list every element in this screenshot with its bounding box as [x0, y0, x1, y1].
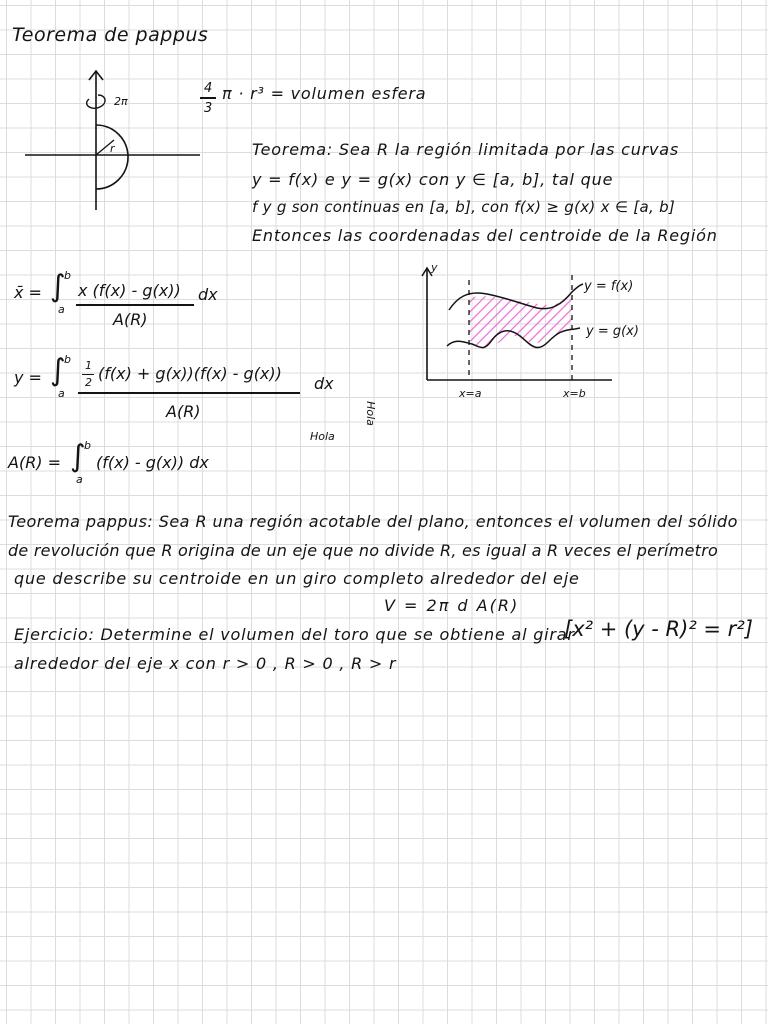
- pappus-line-1: Teorema pappus: Sea R una región acotable del plano, entonces el volumen del sólido: [8, 512, 738, 531]
- hola-scribble-1: Hola: [310, 430, 335, 443]
- xbar-fraction-bar: [76, 304, 194, 306]
- sphere-sketch: [22, 65, 222, 215]
- ybar-fraction-bar: [78, 392, 300, 394]
- graph-g-label: y = g(x): [586, 324, 639, 339]
- theorem-line-1: Teorema: Sea R la región limitada por las curvas: [252, 140, 680, 159]
- sphere-frac-bar: [200, 97, 216, 99]
- ybar-lhs: y =: [14, 368, 42, 387]
- rotation-label: 2π: [114, 95, 128, 108]
- hola-scribble-2: Hola: [363, 401, 377, 426]
- exercise-line-1: Ejercicio: Determine el volumen del toro que se obtiene al girar: [14, 625, 575, 644]
- page-title: Teorema de pappus: [12, 24, 209, 46]
- area-lower-limit: a: [76, 473, 83, 486]
- xbar-upper-limit: b: [64, 269, 71, 282]
- pappus-line-3: que describe su centroide en un giro completo alrededor del eje: [14, 569, 580, 588]
- ybar-upper-limit: b: [64, 353, 71, 366]
- pappus-formula: V = 2π d A(R): [384, 596, 520, 615]
- xbar-numerator: x (f(x) - g(x)): [78, 281, 181, 300]
- exercise-line-2: alrededor del eje x con r > 0 , R > 0 , R > r: [14, 654, 397, 673]
- sphere-frac-num: 4: [204, 81, 213, 96]
- sphere-frac-den: 3: [204, 101, 213, 116]
- sphere-volume-formula: π · r³ = volumen esfera: [222, 84, 427, 103]
- theorem-line-3: f y g son continuas en [a, b], con f(x) ≥ g(x) x ∈ [a, b]: [252, 198, 676, 216]
- area-lhs: A(R) =: [8, 453, 62, 472]
- graph-a-label: x=a: [459, 387, 482, 400]
- region-graph: [412, 260, 712, 420]
- theorem-line-2: y = f(x) e y = g(x) con y ∈ [a, b], tal que: [252, 170, 614, 189]
- xbar-lhs: x̄ =: [14, 283, 42, 302]
- ybar-dx: dx: [314, 374, 334, 393]
- exercise-equation: [x² + (y - R)² = r²]: [564, 617, 753, 641]
- radius-label: r: [110, 142, 115, 155]
- graph-f-label: y = f(x): [584, 279, 634, 294]
- ybar-half-denominator: 2: [85, 376, 92, 389]
- ybar-denominator: A(R): [166, 402, 201, 421]
- area-integrand: (f(x) - g(x)) dx: [96, 453, 209, 472]
- xbar-integral-sign: ∫: [50, 269, 66, 304]
- graph-b-label: x=b: [563, 387, 586, 400]
- xbar-lower-limit: a: [58, 303, 65, 316]
- pappus-line-2: de revolución que R origina de un eje que no divide R, es igual a R veces el perímetro: [8, 541, 719, 560]
- ybar-integral-sign: ∫: [50, 353, 66, 388]
- ybar-numerator: (f(x) + g(x))(f(x) - g(x)): [98, 364, 282, 383]
- ybar-lower-limit: a: [58, 387, 65, 400]
- xbar-denominator: A(R): [113, 310, 148, 329]
- ybar-half-bar: [82, 374, 94, 375]
- graph-y-axis-label: y: [431, 261, 438, 274]
- area-integral-sign: ∫: [70, 439, 86, 474]
- ybar-half-numerator: 1: [85, 359, 92, 372]
- theorem-line-4: Entonces las coordenadas del centroide de la Región: [252, 226, 718, 245]
- xbar-dx: dx: [198, 285, 218, 304]
- area-upper-limit: b: [84, 439, 91, 452]
